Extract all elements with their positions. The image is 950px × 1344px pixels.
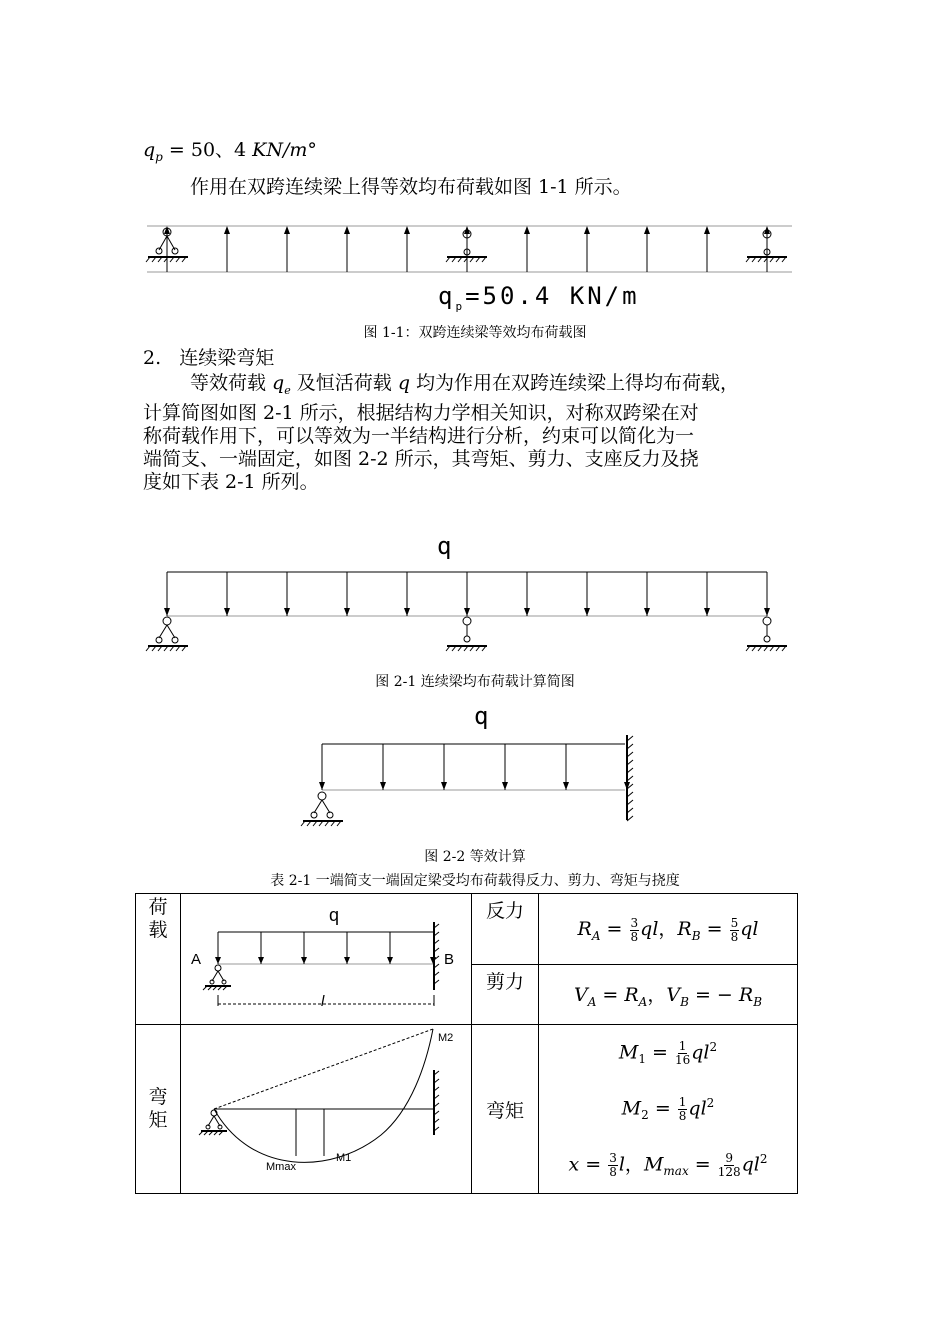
svg-text:M1: M1	[336, 1152, 352, 1164]
load-diagram	[181, 894, 471, 1024]
moment-diagram	[181, 1025, 471, 1175]
table-2-1	[135, 893, 798, 1194]
paragraph-1: 作用在双跨连续梁上得等效均布荷载如图 1-1 所示。	[190, 176, 632, 198]
table-2-1-caption: 表 2-1 一端简支一端固定梁受均布荷载得反力、剪力、弯矩与挠度	[270, 873, 680, 889]
fig-2-2-caption: 图 2-2 等效计算	[424, 849, 526, 865]
section-2-heading: 2. 连续梁弯矩	[143, 347, 275, 369]
fig-2-1-load-label: q	[437, 532, 452, 560]
paragraph-2: 等效荷载 $q_e$ 及恒活荷载 q 均为作用在双跨连续梁上得均布荷载， 计算简图如图 2-1 所示，根据结构力学相关知识，对称双跨梁在对 称荷载作用下，可以等效为一半结构进行分析，约束可以简化为一 端简支、一端固定，如图 2-2 所示，其弯矩、剪力、支座反力及挠 度如下表 2-1 所列。	[143, 372, 740, 493]
fig-1-1-caption: 图 1-1：双跨连续梁等效均布荷载图	[363, 325, 587, 341]
svg-text:B: B	[444, 951, 455, 968]
load-figure-cell	[181, 894, 472, 1025]
fig-1-1-load-label: $q_p=50.4$ KN/m	[438, 282, 640, 313]
moment-formulas: $M_1$ = $\frac{1}{16}$ $ql^2$ $M_2$ = $\frac{1}{8}$ $ql^2$ x = $\frac{3}{8}$ l，$M_{max}$ = $\frac{9}{128}$ $ql^2$	[539, 1025, 798, 1194]
svg-text:A: A	[191, 951, 202, 968]
upward-arrows	[167, 228, 767, 272]
svg-text:Mmax: Mmax	[266, 1161, 296, 1173]
svg-text:M2: M2	[438, 1032, 454, 1044]
moment-label: 弯矩	[472, 1025, 539, 1194]
svg-text:q: q	[329, 905, 340, 925]
qp-formula: $q_p = 50$、4 KN/m°	[143, 139, 317, 164]
shear-formula: $V_A = R_A$，$V_B$ = − $R_B$	[539, 964, 798, 1024]
row-label-moment: 弯 矩	[136, 1025, 181, 1194]
svg-text:l: l	[321, 993, 325, 1010]
shear-label: 剪力	[472, 964, 539, 1024]
reaction-formula: $R_A$ = $\frac{3}{8}$ ql，$R_B$ = $\frac{5}{8}$ ql	[539, 894, 798, 965]
fig-2-1-caption: 图 2-1 连续梁均布荷载计算简图	[375, 674, 575, 690]
fig-2-1-diagram	[140, 565, 800, 657]
fig-2-2-diagram	[295, 735, 640, 830]
moment-figure-cell	[181, 1025, 472, 1194]
fig-2-2-load-label: q	[474, 702, 489, 730]
row-label-load: 荷 载	[136, 894, 181, 1025]
reaction-label: 反力	[472, 894, 539, 965]
